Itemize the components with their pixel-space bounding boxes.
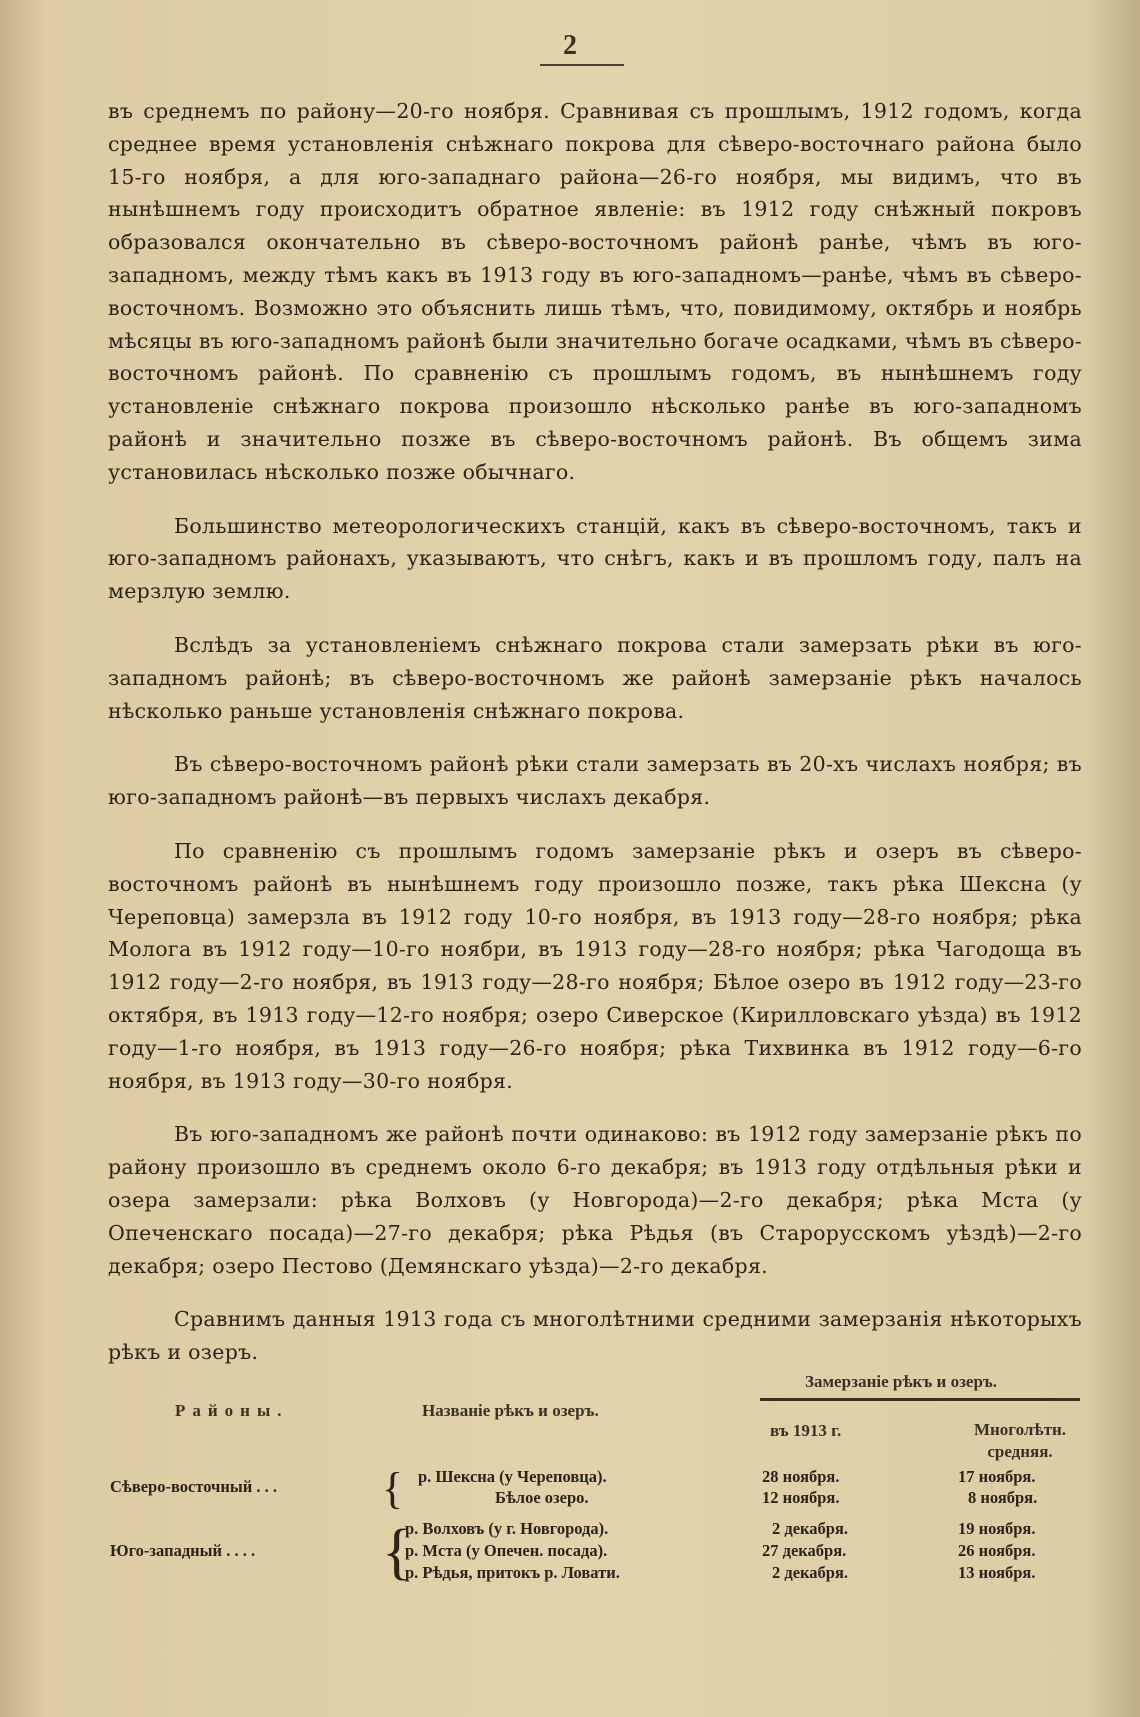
paragraph-1: въ среднемъ по району—20-го ноября. Сравнивая съ прошлымъ, 1912 годомъ, когда среднее время установленія снѣжнаго покрова для сѣверо-восточнаго района было 15-го ноября, а для юго-западнаго района—26-го ноября, мы видимъ, что въ нынѣшнемъ году происходитъ обратное явленіе: въ 1912 году снѣжный покровъ образовался окончательно въ сѣверо-восточномъ районѣ ранѣе, чѣмъ въ юго-западномъ, между тѣмъ какъ въ 1913 году въ юго-западномъ—ранѣе, чѣмъ въ сѣверо-восточномъ. Возможно это объяснить лишь тѣмъ, что, повидимому, октябрь и ноябрь мѣсяцы въ юго-западномъ районѣ были значительно богаче осадками, чѣмъ въ сѣверо-восточномъ районѣ. По сравненію съ прошлымъ годомъ, въ нынѣшнемъ году установленіе снѣжнаго покрова произошло нѣсколько ранѣе въ юго-западномъ районѣ и значительно позже въ сѣверо-восточномъ районѣ. Въ общемъ зима установилась нѣсколько позже обычнаго. — [108, 99, 1082, 484]
header-name: Названіе рѣкъ и озеръ. — [422, 1401, 599, 1420]
header-group-rule — [760, 1398, 1080, 1401]
header-group: Замерзаніе рѣкъ и озеръ. — [805, 1372, 998, 1391]
paragraph-4: Въ сѣверо-восточномъ районѣ рѣки стали замерзать въ 20-хъ числахъ ноября; въ юго-западномъ районѣ—въ первыхъ числахъ декабря. — [108, 752, 1082, 810]
row-1913: 2 декабря. — [772, 1519, 849, 1538]
header-region: Районы. — [175, 1401, 289, 1420]
header-1913: въ 1913 г. — [770, 1421, 842, 1440]
row-name: р. Рѣдья, притокъ р. Ловати. — [405, 1563, 620, 1582]
page-number-rule — [540, 64, 624, 66]
paragraph-7: Сравнимъ данныя 1913 года съ многолѣтними средними замерзанія нѣкоторыхъ рѣкъ и озеръ. — [108, 1307, 1082, 1365]
header-average-line1: Многолѣтн. — [973, 1420, 1067, 1439]
row-1913: 2 декабря. — [772, 1563, 849, 1582]
body-text — [108, 95, 1082, 1369]
row-name: Бѣлое озеро. — [495, 1488, 589, 1507]
paragraph-2: Большинство метеорологическихъ станцій, какъ въ сѣверо-восточномъ, такъ и юго-западномъ районахъ, указываютъ, что снѣгъ, какъ и въ прошломъ году, палъ на мерзлую землю. — [108, 513, 1082, 604]
row-average: 19 ноября. — [958, 1519, 1036, 1538]
row-name: р. Волховъ (у г. Новгорода). — [405, 1519, 609, 1538]
paragraph-5: По сравненію съ прошлымъ годомъ замерзаніе рѣкъ и озеръ въ сѣверо-восточномъ районѣ въ нынѣшнемъ году произошло позже, такъ рѣка Шексна (у Череповца) замерзла въ 1912 году 10-го ноября, въ 1913 году—28-го ноября; рѣка Молога въ 1912 году—10-го ноябри, въ 1913 году—28-го ноября; рѣка Чагодоща въ 1912 году—2-го ноября, въ 1913 году—28-го ноября; Бѣлое озеро въ 1912 году—23-го октября, въ 1913 году—12-го ноября; озеро Сиверское (Кирилловскаго уѣзда) въ 1912 году—1-го ноября, въ 1913 году—26-го ноября; рѣка Тихвинка въ 1912 году—6-го ноября, въ 1913 году—30-го ноября. — [108, 838, 1082, 1093]
region-northeast: Сѣверо-восточный . . . — [110, 1477, 278, 1496]
row-1913: 27 декабря. — [762, 1541, 847, 1560]
row-1913: 28 ноября. — [762, 1467, 840, 1486]
row-name: р. Мста (у Опечен. посада). — [405, 1541, 608, 1560]
header-average-line2: средняя. — [987, 1442, 1053, 1461]
brace-southwest: { — [382, 1518, 412, 1586]
row-average: 26 ноября. — [958, 1541, 1036, 1560]
header-average — [960, 1419, 1080, 1463]
paragraph-6: Въ юго-западномъ же районѣ почти одинаково: въ 1912 году замерзаніе рѣкъ по району произошло въ среднемъ около 6-го декабря; въ 1913 году отдѣльныя рѣки и озера замерзали: рѣка Волховъ (у Новгорода)—2-го декабря; рѣка Мста (у Опеченскаго посада)—27-го декабря; рѣка Рѣдья (въ Старорусскомъ уѣздѣ)—2-го декабря; озеро Пестово (Демянскаго уѣзда)—2-го декабря. — [108, 1122, 1082, 1278]
brace-northeast: { — [382, 1464, 404, 1513]
freeze-table — [100, 1365, 1090, 1585]
row-average: 13 ноября. — [958, 1563, 1036, 1582]
row-average: 8 ноября. — [968, 1488, 1038, 1507]
row-average: 17 ноября. — [958, 1467, 1036, 1486]
row-1913: 12 ноября. — [762, 1488, 840, 1507]
region-southwest: Юго-западный . . . . — [110, 1541, 256, 1560]
paragraph-3: Вслѣдъ за установленіемъ снѣжнаго покрова стали замерзать рѣки въ юго-западномъ районѣ; въ сѣверо-восточномъ же районѣ замерзаніе рѣкъ началось нѣсколько раньше установленія снѣжнаго покрова. — [108, 632, 1082, 723]
page-number: 2 — [563, 30, 577, 61]
row-name: р. Шексна (у Череповца). — [418, 1467, 607, 1486]
